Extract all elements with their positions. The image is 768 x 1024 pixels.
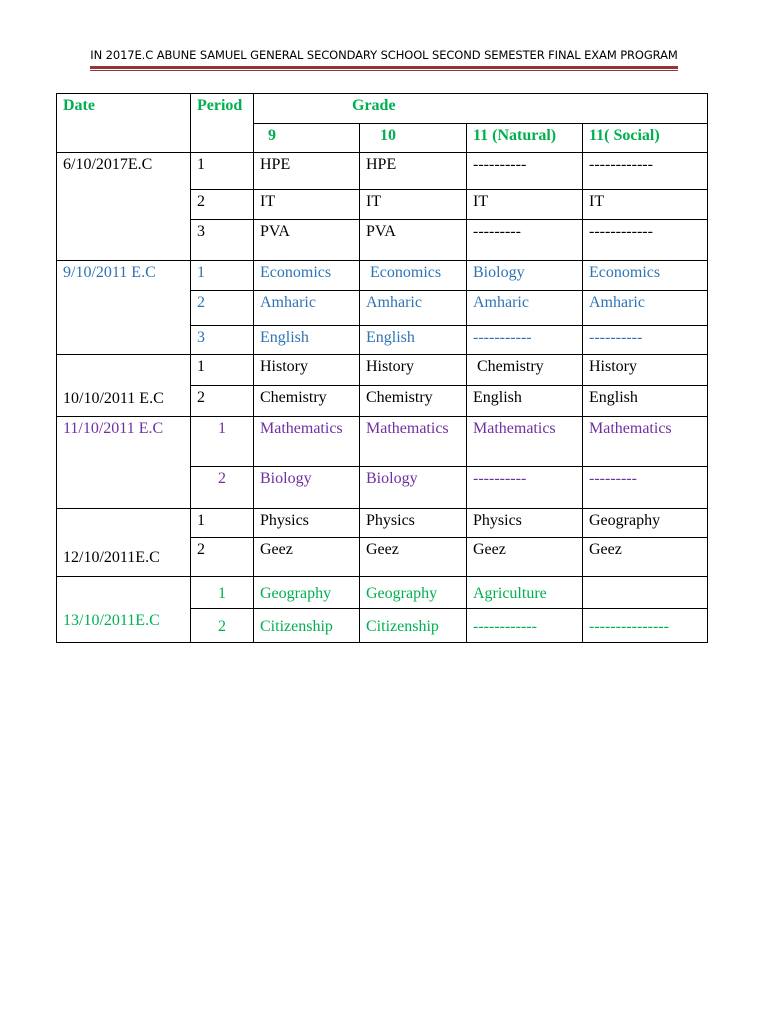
document-title: IN 2017E.C ABUNE SAMUEL GENERAL SECONDARY SCHOOL SECOND SEMESTER FINAL EXAM PROGRAM — [90, 48, 678, 62]
table-row — [57, 261, 708, 291]
subject-cell: Economics — [360, 261, 467, 291]
subject-cell: ------------ — [467, 609, 583, 643]
subject-cell: IT — [254, 190, 360, 220]
subject-cell: Physics — [254, 509, 360, 538]
table-row — [57, 355, 708, 386]
header-row-1 — [57, 94, 708, 124]
subject-cell: HPE — [360, 153, 467, 190]
subject-cell: IT — [583, 190, 708, 220]
subject-cell: --------- — [583, 467, 708, 509]
subject-cell: Chemistry — [254, 386, 360, 417]
subject-cell: Mathematics — [467, 417, 583, 467]
exam-date: 10/10/2011 E.C — [57, 355, 191, 417]
title-rule-thick — [90, 66, 678, 69]
subject-cell: Physics — [360, 509, 467, 538]
exam-date: 12/10/2011E.C — [57, 509, 191, 577]
period-number: 2 — [191, 190, 254, 220]
header-period: Period — [191, 94, 254, 153]
subject-cell: History — [360, 355, 467, 386]
period-number: 1 — [191, 509, 254, 538]
subject-cell: Agriculture — [467, 577, 583, 609]
subject-cell: ------------ — [583, 153, 708, 190]
subject-cell: Physics — [467, 509, 583, 538]
header-grade-11-natural: 11 (Natural) — [467, 124, 583, 153]
subject-cell: IT — [360, 190, 467, 220]
subject-cell: English — [583, 386, 708, 417]
subject-cell: ---------- — [467, 153, 583, 190]
subject-cell: HPE — [254, 153, 360, 190]
subject-cell: Biology — [360, 467, 467, 509]
header-grade: Grade — [254, 94, 708, 124]
subject-cell: ---------- — [583, 326, 708, 355]
subject-cell: Chemistry — [467, 355, 583, 386]
subject-cell: Mathematics — [360, 417, 467, 467]
subject-cell: --------- — [467, 220, 583, 261]
subject-cell: Mathematics — [583, 417, 708, 467]
subject-cell: Chemistry — [360, 386, 467, 417]
subject-cell: History — [254, 355, 360, 386]
subject-cell: Economics — [254, 261, 360, 291]
subject-cell: History — [583, 355, 708, 386]
subject-cell: ---------- — [467, 467, 583, 509]
exam-date: 11/10/2011 E.C — [57, 417, 191, 509]
subject-cell: Geez — [360, 538, 467, 577]
subject-cell: Biology — [254, 467, 360, 509]
period-number: 1 — [191, 153, 254, 190]
subject-cell: Geez — [254, 538, 360, 577]
period-number: 2 — [191, 386, 254, 417]
subject-cell: Amharic — [583, 291, 708, 326]
period-number: 2 — [191, 291, 254, 326]
subject-cell: English — [254, 326, 360, 355]
header-grade-9: 9 — [254, 124, 360, 153]
subject-cell: Geography — [360, 577, 467, 609]
period-number: 1 — [191, 577, 254, 609]
subject-cell: PVA — [254, 220, 360, 261]
header-date: Date — [57, 94, 191, 153]
subject-cell: English — [467, 386, 583, 417]
subject-cell: Geez — [467, 538, 583, 577]
subject-cell: ------------ — [583, 220, 708, 261]
header-grade-11-social: 11( Social) — [583, 124, 708, 153]
subject-cell — [583, 577, 708, 609]
subject-cell: Amharic — [360, 291, 467, 326]
table-row — [57, 153, 708, 190]
subject-cell: Amharic — [467, 291, 583, 326]
subject-cell: Economics — [583, 261, 708, 291]
subject-cell: Geography — [254, 577, 360, 609]
exam-date: 9/10/2011 E.C — [57, 261, 191, 355]
title-rule-thin — [90, 70, 678, 71]
subject-cell: Geez — [583, 538, 708, 577]
subject-cell: IT — [467, 190, 583, 220]
exam-date: 6/10/2017E.C — [57, 153, 191, 261]
exam-schedule-table — [56, 93, 708, 643]
exam-date: 13/10/2011E.C — [57, 577, 191, 643]
header-grade-10: 10 — [360, 124, 467, 153]
subject-cell: Biology — [467, 261, 583, 291]
period-number: 3 — [191, 220, 254, 261]
subject-cell: Citizenship — [254, 609, 360, 643]
table-row — [57, 417, 708, 467]
subject-cell: ----------- — [467, 326, 583, 355]
subject-cell: English — [360, 326, 467, 355]
subject-cell: Amharic — [254, 291, 360, 326]
subject-cell: Citizenship — [360, 609, 467, 643]
table-row — [57, 577, 708, 609]
period-number: 2 — [191, 467, 254, 509]
period-number: 1 — [191, 355, 254, 386]
table-row — [57, 509, 708, 538]
period-number: 3 — [191, 326, 254, 355]
period-number: 2 — [191, 538, 254, 577]
subject-cell: PVA — [360, 220, 467, 261]
period-number: 2 — [191, 609, 254, 643]
period-number: 1 — [191, 261, 254, 291]
period-number: 1 — [191, 417, 254, 467]
subject-cell: Mathematics — [254, 417, 360, 467]
subject-cell: Geography — [583, 509, 708, 538]
subject-cell: --------------- — [583, 609, 708, 643]
